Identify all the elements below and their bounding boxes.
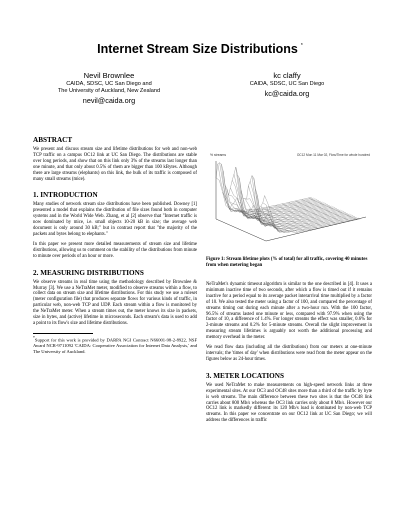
figure-caption: Figure 1: Stream lifetime plots (% of total) for all traffic, covering 40 minutes from when metering began (206, 257, 368, 269)
abstract-heading: ABSTRACT (33, 136, 73, 144)
paragraph: We used NeTraMet to make measurements on high-speed network links at three experimental sites. At our OC3 and OC48 sites more than a third of the traffic by byte is web streams. The main difference between these two sites is that the OC48 link carries about 800 Mb/s whereas the OC3 link carries only about 8 Mb/s. However our OC12 link is markedly different: its 120 Mb/s load is dominated by non-web TCP streams. In this paper we concentrate on our OC12 link at UC San Diego; we will address the differences in traffic (206, 382, 372, 424)
figure-y-axis-label: % streams (210, 153, 227, 157)
paragraph: We observe streams in real time using the methodology described by Brownlee & Murray [3]. We use a NeTraMet meter, modified to observe streams within a flow, to collect data on stream size and lifetime distributions. For this study we use a ruleset (meter configuration file) that produces separate flows for various kinds of traffic, in particular web, non-web TCP and UDP. Each stream within a flow is monitored by the NeTraMet meter. When a stream times out, the meter knows its size in packets, size in bytes, and (active) lifetime in microseconds. Each stream's data is used to add a point to its flow's size and lifetime distributions. (33, 279, 197, 326)
paragraph: NeTraMet's dynamic timeout algorithm is similar to the one described in [4]. It uses a minimum inactive time of two seconds, after which a flow is timed out if it remains inactive for a period equal to its average packet interarrival time multiplied by a factor of 10. We also tested the meter using a factor of 100, and compared the percentage of streams timing out during each minute after a two-hour run. With the 100 factor, 96.5% of streams lasted one minute or less, compared with 97.9% when using the factor of 10, a difference of 1.4%. For longer streams the effect was smaller, 0.6% for 2-minute streams and 0.2% for 5-minute streams. Overall the slight improvement in measuring stream lifetimes is arguably not worth the additional processing and memory overhead in the meter. (206, 282, 372, 341)
paragraph: In this paper we present more detailed measurements of stream size and lifetime distributions, allowing us to comment on the stability of the distributions from minute to minute over periods of an hour or more. (33, 241, 197, 259)
surface-line (252, 176, 348, 228)
title-footnote-mark: * (300, 43, 303, 49)
author-name: Nevil Brownlee (83, 71, 135, 80)
surface-line (232, 180, 328, 219)
paragraph: Many studies of network stream size distributions have been published. Downey [1] presented a model that explains the distribution of file sizes found both in computer systems and in the World Wide Web. Zhang, et al [2] observe that "Internet traffic is now dominated by mice, i.e. small objects 10-20 kB in size; the average web document is only around 30 kB;" but in contrast report that "the majority of the packets and bytes belong to elephants." (33, 202, 197, 237)
author-name: kc claffy (273, 71, 301, 80)
stream-lifetime-surface-plot (206, 147, 372, 249)
author-email: kc@caida.org (264, 88, 310, 98)
figure-legend: OC12 Mon 11 Mar 02, Flow/Time for whole hundred (296, 153, 370, 157)
right-column (206, 282, 372, 428)
surface-line (308, 198, 357, 220)
paragraph: We read flow data (including all the distributions) from our meters at one-minute intervals; the 'times of day' when distributions were read from the meter appear on the figures below as 24-hour times. (206, 345, 372, 362)
author-block-1 (28, 71, 190, 106)
surface-line (220, 163, 316, 213)
author-affiliation: The University of Auckland, New Zealand (57, 87, 161, 94)
section-heading: 1. INTRODUCTION (33, 191, 98, 200)
surface-line (236, 167, 332, 220)
section-heading: 3. METER LOCATIONS (206, 371, 284, 380)
abstract-text: We present and discuss stream size and lifetime distributions for web and non-web TCP traffic on a campus OC12 link at UC San Diego. The distributions are stable over long periods, and show that on this link only 3% of the streams last longer than one minute, and that only about 0.5% of them are bigger than 100 kBytes. Although there are large streams (elephants) on this link, the bulk of its traffic is composed of many small streams (mice). (33, 147, 197, 182)
surface-line (302, 199, 351, 221)
footnote-rule (33, 333, 93, 334)
surface-line (289, 202, 338, 224)
surface-line (216, 178, 312, 212)
surface-line (221, 164, 317, 214)
surface-line (295, 201, 344, 223)
paper-title: Internet Stream Size Distributions * (97, 42, 303, 56)
author-affiliation: CAIDA, SDSC, UC San Diego and (66, 80, 152, 87)
author-email: nevil@caida.org (82, 95, 136, 105)
figure-1 (206, 147, 372, 249)
author-affiliation: CAIDA, SDSC, UC San Diego (249, 80, 325, 87)
author-block-2 (206, 71, 368, 99)
section-heading: 2. MEASURING DISTRIBUTIONS (33, 268, 144, 277)
footnote: *Support for this work is provided by DARPA NGI Contract N66001-98-2-8922, NSF Award NCR-9711092 'CAIDA: Cooperative Association for Internet Data Analysis,' and The University of Auckland. (33, 335, 197, 354)
left-column (33, 136, 197, 354)
